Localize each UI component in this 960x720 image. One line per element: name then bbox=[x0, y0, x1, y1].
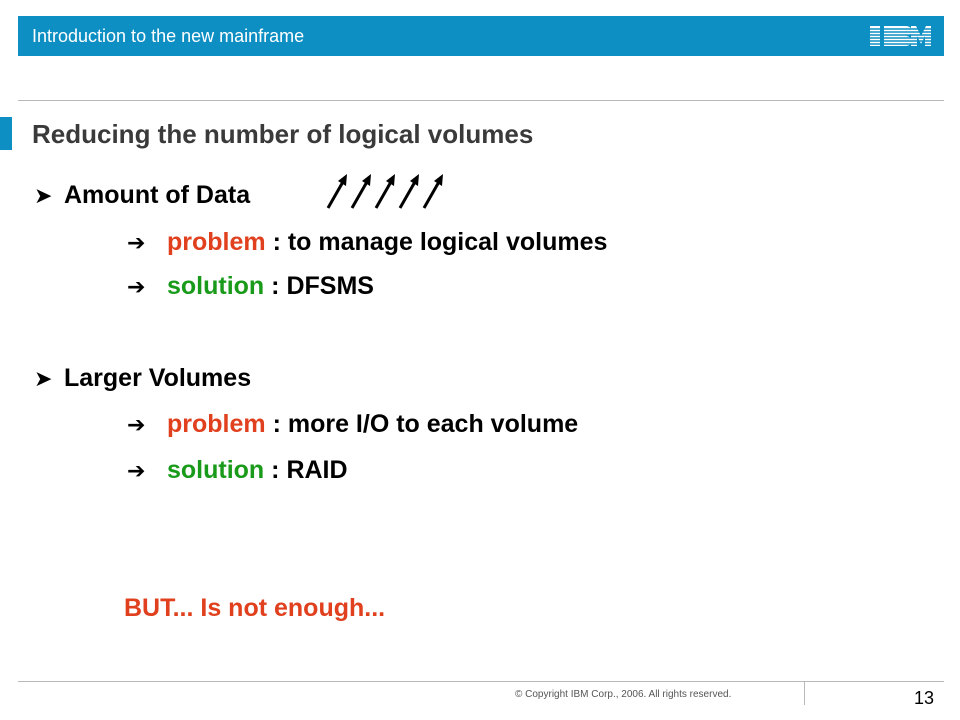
footer-divider bbox=[804, 681, 805, 705]
conclusion-text: BUT... Is not enough... bbox=[124, 594, 386, 622]
slide-title: Reducing the number of logical volumes bbox=[32, 119, 534, 149]
item-text: RAID bbox=[286, 456, 348, 484]
bullet-larger-volumes bbox=[34, 363, 251, 394]
ibm-logo bbox=[868, 23, 932, 49]
list-item: ➔ problem : to manage logical volumes bbox=[127, 228, 608, 256]
right-arrow-icon: ➔ bbox=[127, 230, 146, 255]
right-arrow-icon: ➔ bbox=[127, 412, 146, 437]
chevron-right-icon: ➤ bbox=[34, 183, 53, 208]
right-arrow-icon: ➔ bbox=[127, 458, 146, 483]
problem-keyword: problem bbox=[167, 410, 266, 438]
solution-keyword: solution bbox=[167, 456, 265, 484]
list-item: ➔ solution : DFSMS bbox=[127, 272, 374, 300]
right-arrow-icon: ➔ bbox=[127, 274, 146, 299]
solution-keyword: solution bbox=[167, 272, 265, 300]
item-text: DFSMS bbox=[286, 272, 374, 300]
header-bar bbox=[18, 16, 944, 56]
item-text: to manage logical volumes bbox=[287, 228, 608, 256]
header-title: Introduction to the new mainframe bbox=[32, 26, 305, 46]
page-number: 13 bbox=[914, 688, 935, 708]
list-item: ➔ solution : RAID bbox=[127, 456, 348, 484]
copyright-text: © Copyright IBM Corp., 2006. All rights reserved. bbox=[515, 689, 732, 700]
list-item: ➔ problem : more I/O to each volume bbox=[127, 410, 579, 438]
bullet-amount-of-data bbox=[34, 180, 250, 211]
bullet-text: Larger Volumes bbox=[64, 364, 252, 392]
bottom-divider bbox=[18, 681, 944, 682]
title-accent-bar bbox=[0, 117, 12, 150]
problem-keyword: problem bbox=[167, 228, 266, 256]
top-divider bbox=[18, 100, 944, 101]
item-text: more I/O to each volume bbox=[287, 410, 579, 438]
rising-arrows-icon bbox=[322, 172, 452, 212]
bullet-text: Amount of Data bbox=[64, 181, 251, 209]
chevron-right-icon: ➤ bbox=[34, 366, 53, 391]
